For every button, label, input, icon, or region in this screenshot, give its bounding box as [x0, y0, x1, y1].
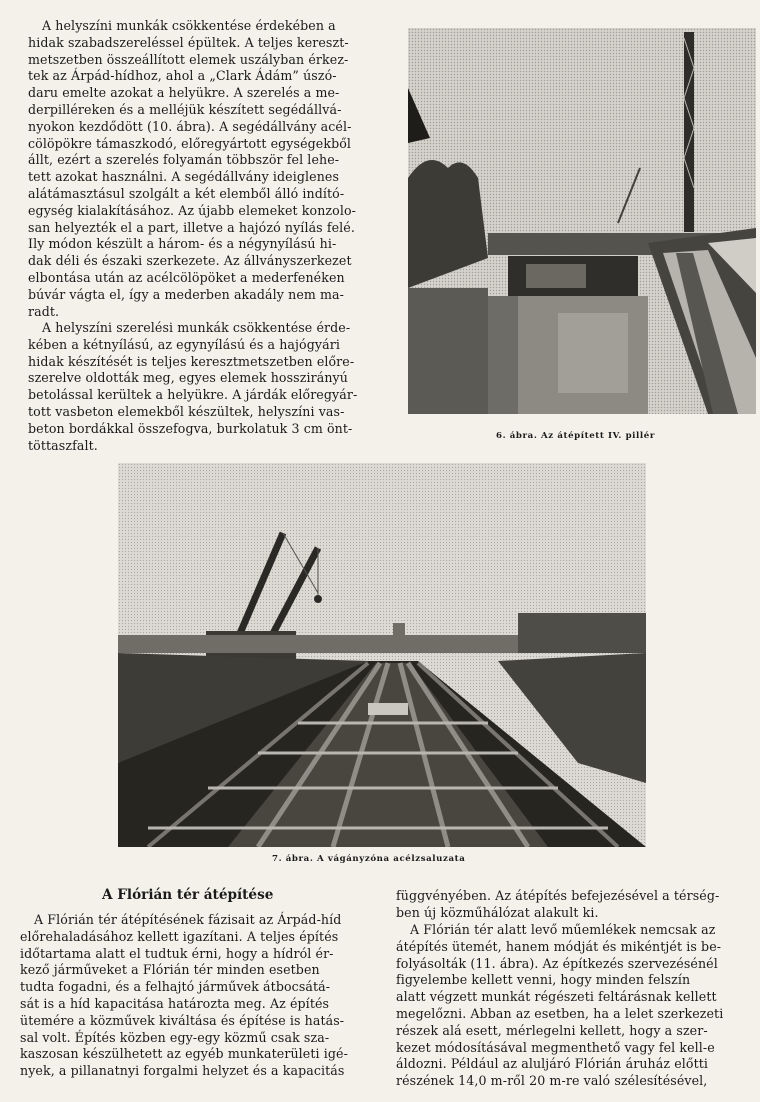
text-line: A Flórián tér alatt levő műemlékek nemcsak az	[410, 922, 716, 937]
paragraph-utility-network	[396, 888, 752, 922]
paragraph-on-site-reduction	[28, 320, 370, 454]
text-line: tek az Árpád-hídhoz, ahol a „Clark Ádám” úszó-	[28, 68, 337, 84]
text-line: nyokon kezdődött (10. ábra). A segédállvány acél-	[28, 118, 352, 134]
figure-7-photo	[118, 463, 646, 847]
text-line: betolással kerültek a helyükre. A járdák előregyár-	[28, 387, 358, 403]
text-line: sát is a híd kapacitása határozta meg. Az építés	[20, 995, 330, 1011]
text-line: részének 14,0 m-ről 20 m-re való szélesítésével,	[396, 1073, 708, 1089]
text-line: függvényében. Az átépítés befejezésével a térség-	[396, 888, 720, 903]
text-line: nyek, a pillanatnyi forgalmi helyzet és a kapacitás	[20, 1063, 345, 1079]
text-line: sal volt. Építés közben egy-egy közmű csak sza-	[20, 1029, 330, 1045]
text-line: cölöpökre támaszkodó, előregyártott egységekből	[28, 135, 352, 151]
text-line: A helyszíni szerelési munkák csökkentése érde-	[42, 320, 351, 335]
text-line: metszetben összeállított elemek uszályban érkez-	[28, 51, 349, 67]
text-line: derpilléreken és a melléjük készített segédállvá-	[28, 101, 342, 117]
text-line: időtartama alatt el tudtuk érni, hogy a hídról ér-	[20, 945, 334, 961]
text-line: kező járműveket a Flórián tér minden esetben	[20, 962, 320, 978]
text-line: egység kialakításához. Az újabb elemeket konzolo-	[28, 202, 357, 218]
text-line: tett azokat használni. A segédállvány ideiglenes	[28, 169, 340, 185]
text-line: radt.	[28, 303, 60, 319]
text-line: alátámasztásul szolgált a két elemből álló indító-	[28, 185, 345, 201]
text-line: A helyszíni munkák csökkentése érdekében a	[42, 18, 336, 33]
text-line: folyásolták (11. ábra). Az építkezés szervezésénél	[396, 955, 718, 971]
text-line: töttaszfalt.	[28, 437, 98, 453]
text-line: alatt végzett munkát régészeti feltárásnak kellett	[396, 989, 717, 1005]
text-line: tott vasbeton elemekből készültek, helyszíni vas-	[28, 403, 345, 419]
text-line: előrehaladásához kellett igazítani. A teljes építés	[20, 928, 339, 944]
text-line: kaszosan készülhetett az egyéb munkaterületi igé-	[20, 1046, 348, 1062]
text-line: san helyezték el a part, illetve a hajózó nyílás felé.	[28, 219, 355, 235]
text-line: részek alá esett, mérlegelni kellett, hogy a szer-	[396, 1022, 708, 1038]
text-line: áldozni. Például az aluljáró Flórián áruház előtti	[396, 1056, 709, 1072]
text-line: Ily módon készült a három- és a négynyílású hi-	[28, 236, 337, 252]
text-line: búvár vágta el, így a mederben akadály nem ma-	[28, 286, 345, 302]
text-line: elbontása után az acélcölöpöket a mederfenéken	[28, 269, 345, 285]
text-line: ütemére a közművek kiváltása és építése is hatás-	[20, 1012, 345, 1028]
text-line: állt, ezért a szerelés folyamán többször fel lehe-	[28, 152, 340, 168]
text-line: megelőzni. Abban az esetben, ha a lelet szerkezeti	[396, 1005, 724, 1021]
figure-6-caption: 6. ábra. Az átépített IV. pillér	[496, 431, 655, 441]
text-line: dak déli és északi szerkezete. Az állványszerkezet	[28, 253, 352, 269]
paragraph-monuments	[396, 922, 752, 1090]
figure-7-caption: 7. ábra. A vágányzóna acélzsaluzata	[272, 854, 466, 864]
figure-6-photo	[408, 28, 756, 414]
text-line: beton bordákkal összefogva, burkolatuk 3 cm önt-	[28, 420, 353, 436]
text-line: figyelembe kellett venni, hogy minden felszín	[396, 972, 691, 988]
text-line: ben új közműhálózat alakult ki.	[396, 904, 599, 920]
text-line: daru emelte azokat a helyükre. A szerelés a me-	[28, 85, 340, 101]
text-line: tudta fogadni, és a felhajtó járművek átbocsátá-	[20, 979, 331, 995]
text-line: hidak készítését is teljes keresztmetszetben előre-	[28, 353, 355, 369]
text-line: kezet módosításával megmenthető vagy fel kell-e	[396, 1039, 715, 1055]
text-line: hidak szabadszereléssel épültek. A teljes kereszt-	[28, 34, 349, 50]
paragraph-bridge-assembly	[28, 18, 370, 320]
text-line: kében a kétnyílású, az egynyílású és a hajógyári	[28, 336, 340, 352]
paragraph-florian-phases	[20, 912, 362, 1080]
section-heading: A Flórián tér átépítése	[102, 887, 274, 903]
text-line: A Flórián tér átépítésének fázisait az Árpád-híd	[34, 912, 342, 927]
text-line: szerelve oldották meg, egyes elemek hosszirányú	[28, 370, 348, 386]
text-line: átépítés ütemét, hanem módját és mikéntjét is be-	[396, 938, 722, 954]
